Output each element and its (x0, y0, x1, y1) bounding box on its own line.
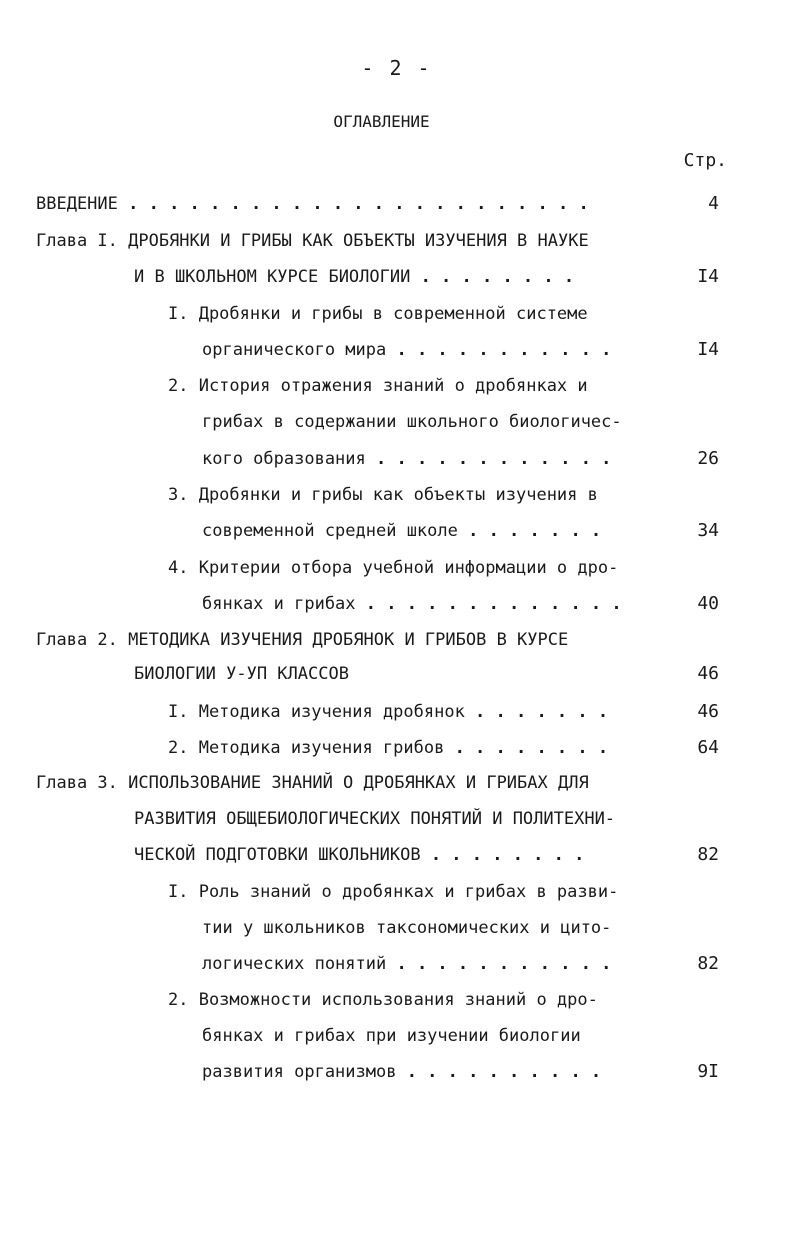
toc-leader-dots: . . . . . . . . (444, 738, 609, 758)
toc-leader-dots: . . . . . . . . (410, 267, 575, 287)
toc-entry-line (202, 519, 601, 543)
toc-entry-line (202, 1060, 601, 1084)
toc-page-number: 46 (697, 701, 719, 722)
toc-entry-line (202, 952, 611, 976)
toc-leader-dots: . . . . . . . . . . (396, 1062, 602, 1082)
toc-entry-text: тии у школьников таксономических и цито- (202, 918, 612, 938)
toc-entry-text: I. Дробянки и грибы в современной системе (168, 304, 588, 324)
page-column-header: Стр. (683, 150, 727, 171)
toc-entry-text: Глава I. ДРОБЯНКИ И ГРИБЫ КАК ОБЪЕКТЫ ИЗУЧЕНИЯ В НАУКЕ (36, 231, 589, 251)
page-number: - 2 - (361, 56, 432, 80)
toc-entry-line (134, 807, 615, 831)
toc-leader-dots: . . . . . . . . (420, 845, 585, 865)
toc-page-number: I4 (697, 266, 719, 287)
toc-entry-text: бянках и грибах (202, 594, 356, 614)
toc-leader-dots: . . . . . . . (464, 702, 609, 722)
toc-page-number: 82 (697, 953, 719, 974)
toc-entry-line (202, 1024, 581, 1048)
toc-leader-dots: . . . . . . . . . . . (386, 954, 612, 974)
toc-entry-line (168, 736, 608, 760)
toc-entry-text: 2. История отражения знаний о дробянках и (168, 376, 588, 396)
toc-entry-text: развития организмов (202, 1062, 397, 1082)
toc-entry-text: БИОЛОГИИ У-УП КЛАССОВ (134, 664, 349, 684)
document-title: ОГЛАВЛЕНИЕ (333, 112, 430, 131)
toc-entry-line (202, 410, 622, 434)
toc-page-number: 46 (697, 663, 719, 684)
toc-entry-line (168, 880, 618, 904)
toc-entry-line (168, 374, 588, 398)
toc-entry-text: 3. Дробянки и грибы как объекты изучения в (168, 485, 598, 505)
toc-leader-dots: . . . . . . . . . . . . . . . . . . . . . . . (117, 194, 589, 214)
toc-leader-dots: . . . . . . . . . . . (386, 340, 612, 360)
toc-entry-line (134, 662, 349, 686)
toc-page-number: 4 (708, 193, 719, 214)
toc-entry-text: логических понятий (202, 954, 387, 974)
toc-entry-text: современной средней школе (202, 521, 458, 541)
toc-entry-text: I. Роль знаний о дробянках и грибах в разви- (168, 882, 619, 902)
toc-page-number: 40 (697, 593, 719, 614)
toc-leader-dots: . . . . . . . . . . . . (365, 449, 612, 469)
toc-entry-line (168, 483, 598, 507)
toc-leader-dots: . . . . . . . (457, 521, 602, 541)
toc-entry-text: Глава 2. МЕТОДИКА ИЗУЧЕНИЯ ДРОБЯНОК И ГРИБОВ В КУРСЕ (36, 630, 569, 650)
toc-entry-line (168, 988, 598, 1012)
toc-page-number: 82 (697, 844, 719, 865)
toc-entry-line (202, 447, 611, 471)
toc-entry-line (202, 916, 611, 940)
toc-entry-line (36, 628, 568, 652)
toc-entry-text: РАЗВИТИЯ ОБЩЕБИОЛОГИЧЕСКИХ ПОНЯТИЙ И ПОЛИТЕХНИ- (134, 809, 616, 829)
toc-page-number: 26 (697, 448, 719, 469)
toc-leader-dots: . . . . . . . . . . . . . (355, 594, 622, 614)
toc-entry-text: 2. Возможности использования знаний о дро- (168, 990, 598, 1010)
toc-entry-line (36, 192, 589, 216)
toc-page-number: I4 (697, 339, 719, 360)
toc-entry-line (134, 843, 584, 867)
toc-entry-text: кого образования (202, 449, 366, 469)
toc-entry-text: грибах в содержании школьного биологичес- (202, 412, 622, 432)
toc-entry-text: 4. Критерии отбора учебной информации о дро- (168, 558, 619, 578)
toc-entry-text: органического мира (202, 340, 387, 360)
toc-entry-text: ВВЕДЕНИЕ (36, 194, 118, 214)
toc-entry-text: И В ШКОЛЬНОМ КУРСЕ БИОЛОГИИ (134, 267, 411, 287)
toc-entry-text: I. Методика изучения дробянок (168, 702, 465, 722)
toc-entry-line (202, 338, 611, 362)
toc-page-number: 34 (697, 520, 719, 541)
toc-entry-line (168, 302, 588, 326)
toc-entry-text: Глава 3. ИСПОЛЬЗОВАНИЕ ЗНАНИЙ О ДРОБЯНКАХ И ГРИБАХ ДЛЯ (36, 773, 589, 793)
toc-entry-line (168, 556, 618, 580)
toc-entry-text: ЧЕСКОЙ ПОДГОТОВКИ ШКОЛЬНИКОВ (134, 845, 421, 865)
toc-entry-line (202, 592, 622, 616)
toc-entry-text: бянках и грибах при изучении биологии (202, 1026, 581, 1046)
toc-entry-line (36, 771, 589, 795)
toc-entry-line (134, 265, 574, 289)
toc-page-number: 9I (697, 1061, 719, 1082)
toc-entry-text: 2. Методика изучения грибов (168, 738, 445, 758)
toc-entry-line (168, 700, 608, 724)
toc-page-number: 64 (697, 737, 719, 758)
toc-entry-line (36, 229, 589, 253)
